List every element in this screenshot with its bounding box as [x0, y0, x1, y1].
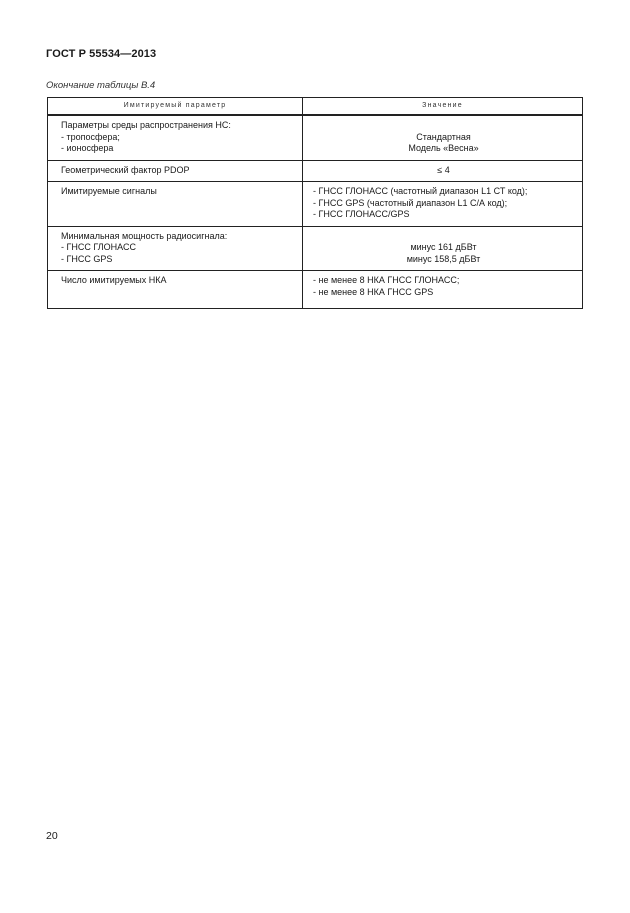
cell-line: Стандартная: [416, 131, 471, 142]
document-code: ГОСТ Р 55534—2013: [46, 48, 157, 60]
value-cell: [303, 226, 583, 271]
cell-line: - тропосфера;: [61, 131, 120, 142]
value-cell: [303, 160, 583, 182]
cell-line: - ГНСС ГЛОНАСС/GPS: [313, 209, 410, 219]
cell-line: - ГНСС GPS (частотный диапазон L1 С/А код);: [313, 197, 508, 208]
cell-line: - ГНСС GPS: [61, 253, 113, 264]
value-cell: [303, 271, 583, 309]
cell-line: - ГНСС ГЛОНАСС (частотный диапазон L1 СТ код);: [313, 186, 528, 196]
param-cell: [48, 271, 303, 309]
cell-line: [313, 120, 574, 132]
cell-line: Минимальная мощность радиосигнала:: [61, 230, 228, 241]
cell-line: - ионосфера: [61, 143, 114, 153]
table-row: [48, 115, 583, 160]
cell-line: - не менее 8 НКА ГНСС GPS: [313, 286, 434, 297]
table-caption: Окончание таблицы В.4: [46, 80, 156, 91]
value-cell: [303, 182, 583, 227]
table-header-row: [48, 98, 583, 116]
param-cell: [48, 115, 303, 160]
cell-line: минус 158,5 дБВт: [406, 253, 481, 264]
cell-line: - ГНСС ГЛОНАСС: [61, 242, 136, 252]
column-header-parameter: Имитируемый параметр: [48, 98, 303, 116]
table-row: [48, 160, 583, 182]
cell-line: минус 161 дБВт: [410, 242, 477, 252]
page-number: 20: [46, 830, 58, 842]
cell-line: [313, 231, 574, 243]
cell-line: Модель «Весна»: [408, 143, 479, 153]
cell-line: Параметры среды распространения НС:: [61, 120, 231, 130]
value-cell: [303, 115, 583, 160]
table-row: [48, 271, 583, 309]
parameters-table: [47, 97, 583, 309]
cell-line: Геометрический фактор PDOP: [61, 164, 190, 175]
param-cell: [48, 182, 303, 227]
param-cell: [48, 226, 303, 271]
table-row: [48, 182, 583, 227]
column-header-value: Значение: [303, 98, 583, 116]
param-cell: [48, 160, 303, 182]
cell-line: Имитируемые сигналы: [61, 186, 157, 196]
cell-line: - не менее 8 НКА ГНСС ГЛОНАСС;: [313, 275, 460, 285]
table-row: [48, 226, 583, 271]
cell-line: ≤ 4: [437, 164, 450, 175]
cell-line: Число имитируемых НКА: [61, 275, 167, 285]
